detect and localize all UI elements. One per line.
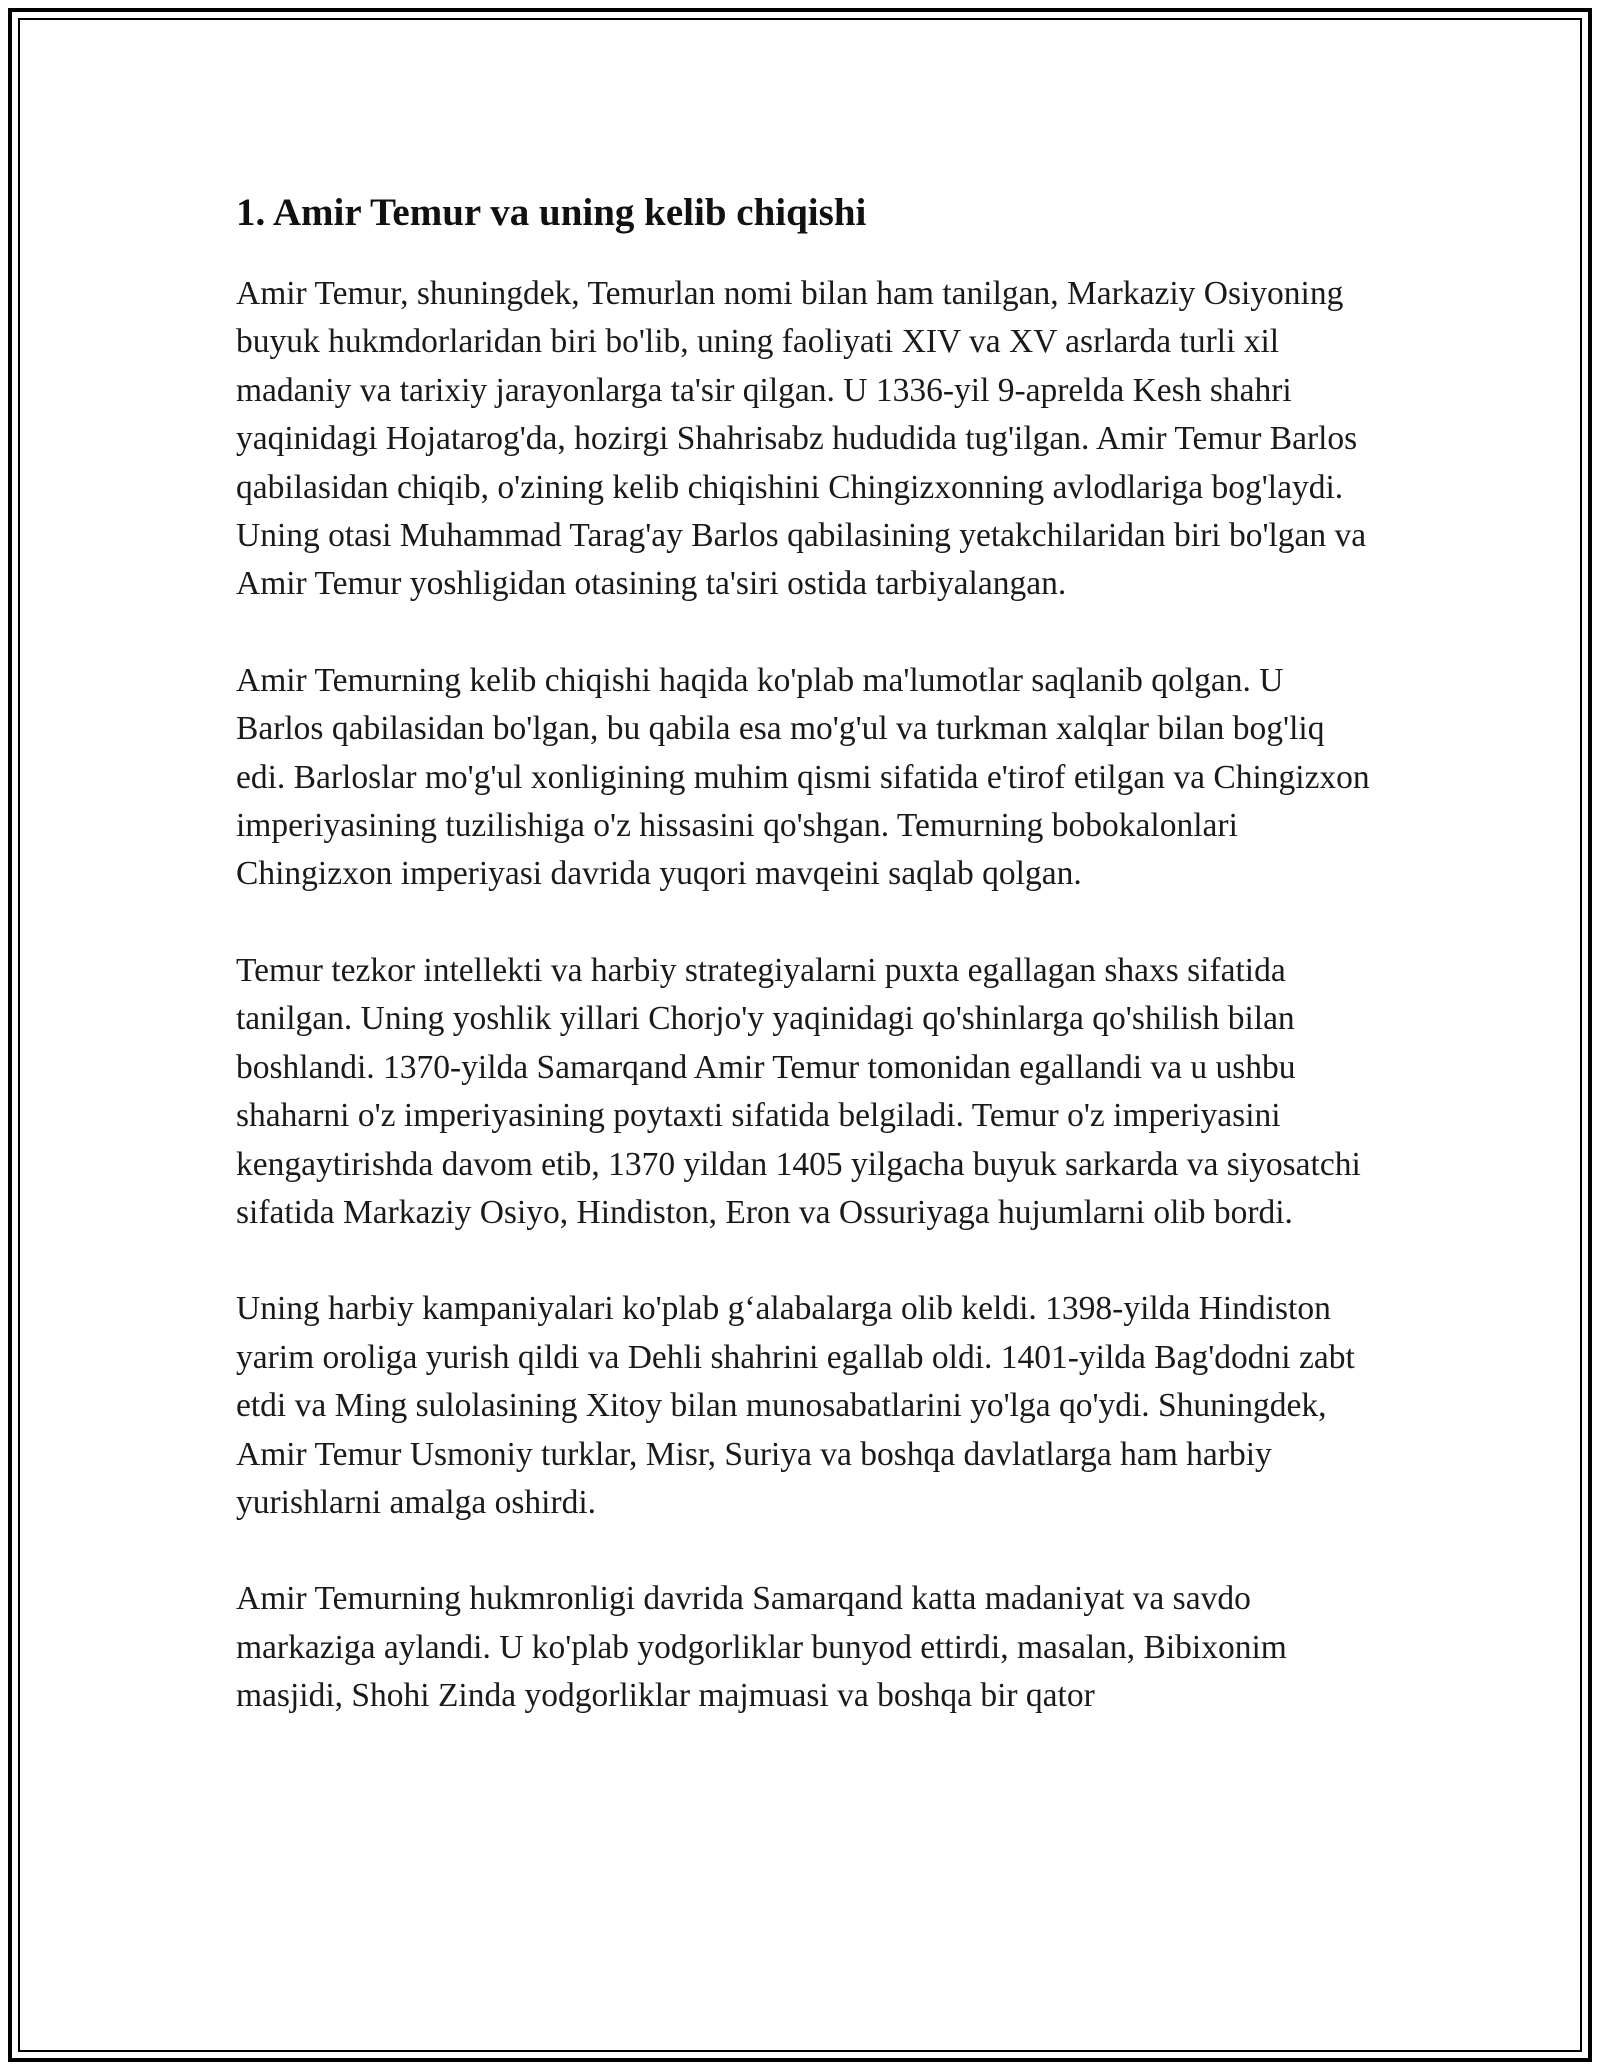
- paragraph-campaigns: Uning harbiy kampaniyalari ko'plab g‘alabalarga olib keldi. 1398-yilda Hindiston yarim oroliga yurish qildi va Dehli shahrini egallab oldi. 1401-yilda Bag'dodni zabt etdi va Ming sulolasining Xitoy bilan munosabatlarini yo'lga qo'ydi. Shuningdek, Amir Temur Usmoniy turklar, Misr, Suriya va boshqa davlatlarga ham harbiy yurishlarni amalga oshirdi.: [236, 1290, 1355, 1521]
- document-body: [236, 186, 1370, 1769]
- paragraph-lineage: Amir Temurning kelib chiqishi haqida ko'plab ma'lumotlar saqlanib qolgan. U Barlos qabilasidan bo'lgan, bu qabila esa mo'g'ul va turkman xalqlar bilan bog'liq edi. Barloslar mo'g'ul xonligining muhim qismi sifatida e'tirof etilgan va Chingizxon imperiyasining tuzilishiga o'z hissasini qo'shgan. Temurning bobokalonlari Chingizxon imperiyasi davrida yuqori mavqeini saqlab qolgan.: [236, 661, 1370, 893]
- section-heading: 1. Amir Temur va uning kelib chiqishi: [236, 191, 867, 234]
- paragraph-samarkand: Amir Temurning hukmronligi davrida Samarqand katta madaniyat va savdo markaziga aylandi. U ko'plab yodgorliklar bunyod ettirdi, masalan, Bibixonim masjidi, Shohi Zinda yodgorliklar majmuasi va boshqa bir qator: [236, 1580, 1287, 1715]
- paragraph-military-rise: Temur tezkor intellekti va harbiy strategiyalarni puxta egallagan shaxs sifatida tanilgan. Uning yoshlik yillari Chorjo'y yaqinidagi qo'shinlarga qo'shilish bilan boshlandi. 1370-yilda Samarqand Amir Temur tomonidan egallandi va u ushbu shaharni o'z imperiyasining poytaxti sifatida belgiladi. Temur o'z imperiyasini kengaytirishda davom etib, 1370 yildan 1405 yilgacha buyuk sarkarda va siyosatchi sifatida Markaziy Osiyo, Hindiston, Eron va Ossuriyaga hujumlarni olib bordi.: [236, 951, 1361, 1231]
- paragraph-origin: Amir Temur, shuningdek, Temurlan nomi bilan ham tanilgan, Markaziy Osiyoning buyuk hukmdorlaridan biri bo'lib, uning faoliyati XIV va XV asrlarda turli xil madaniy va tarixiy jarayonlarga ta'sir qilgan. U 1336-yil 9-aprelda Kesh shahri yaqinidagi Hojatarog'da, hozirgi Shahrisabz hududida tug'ilgan. Amir Temur Barlos qabilasidan chiqib, o'zining kelib chiqishini Chingizxonning avlodlariga bog'laydi. Uning otasi Muhammad Tarag'ay Barlos qabilasining yetakchilaridan biri bo'lgan va Amir Temur yoshligidan otasining ta'siri ostida tarbiyalangan.: [236, 275, 1367, 603]
